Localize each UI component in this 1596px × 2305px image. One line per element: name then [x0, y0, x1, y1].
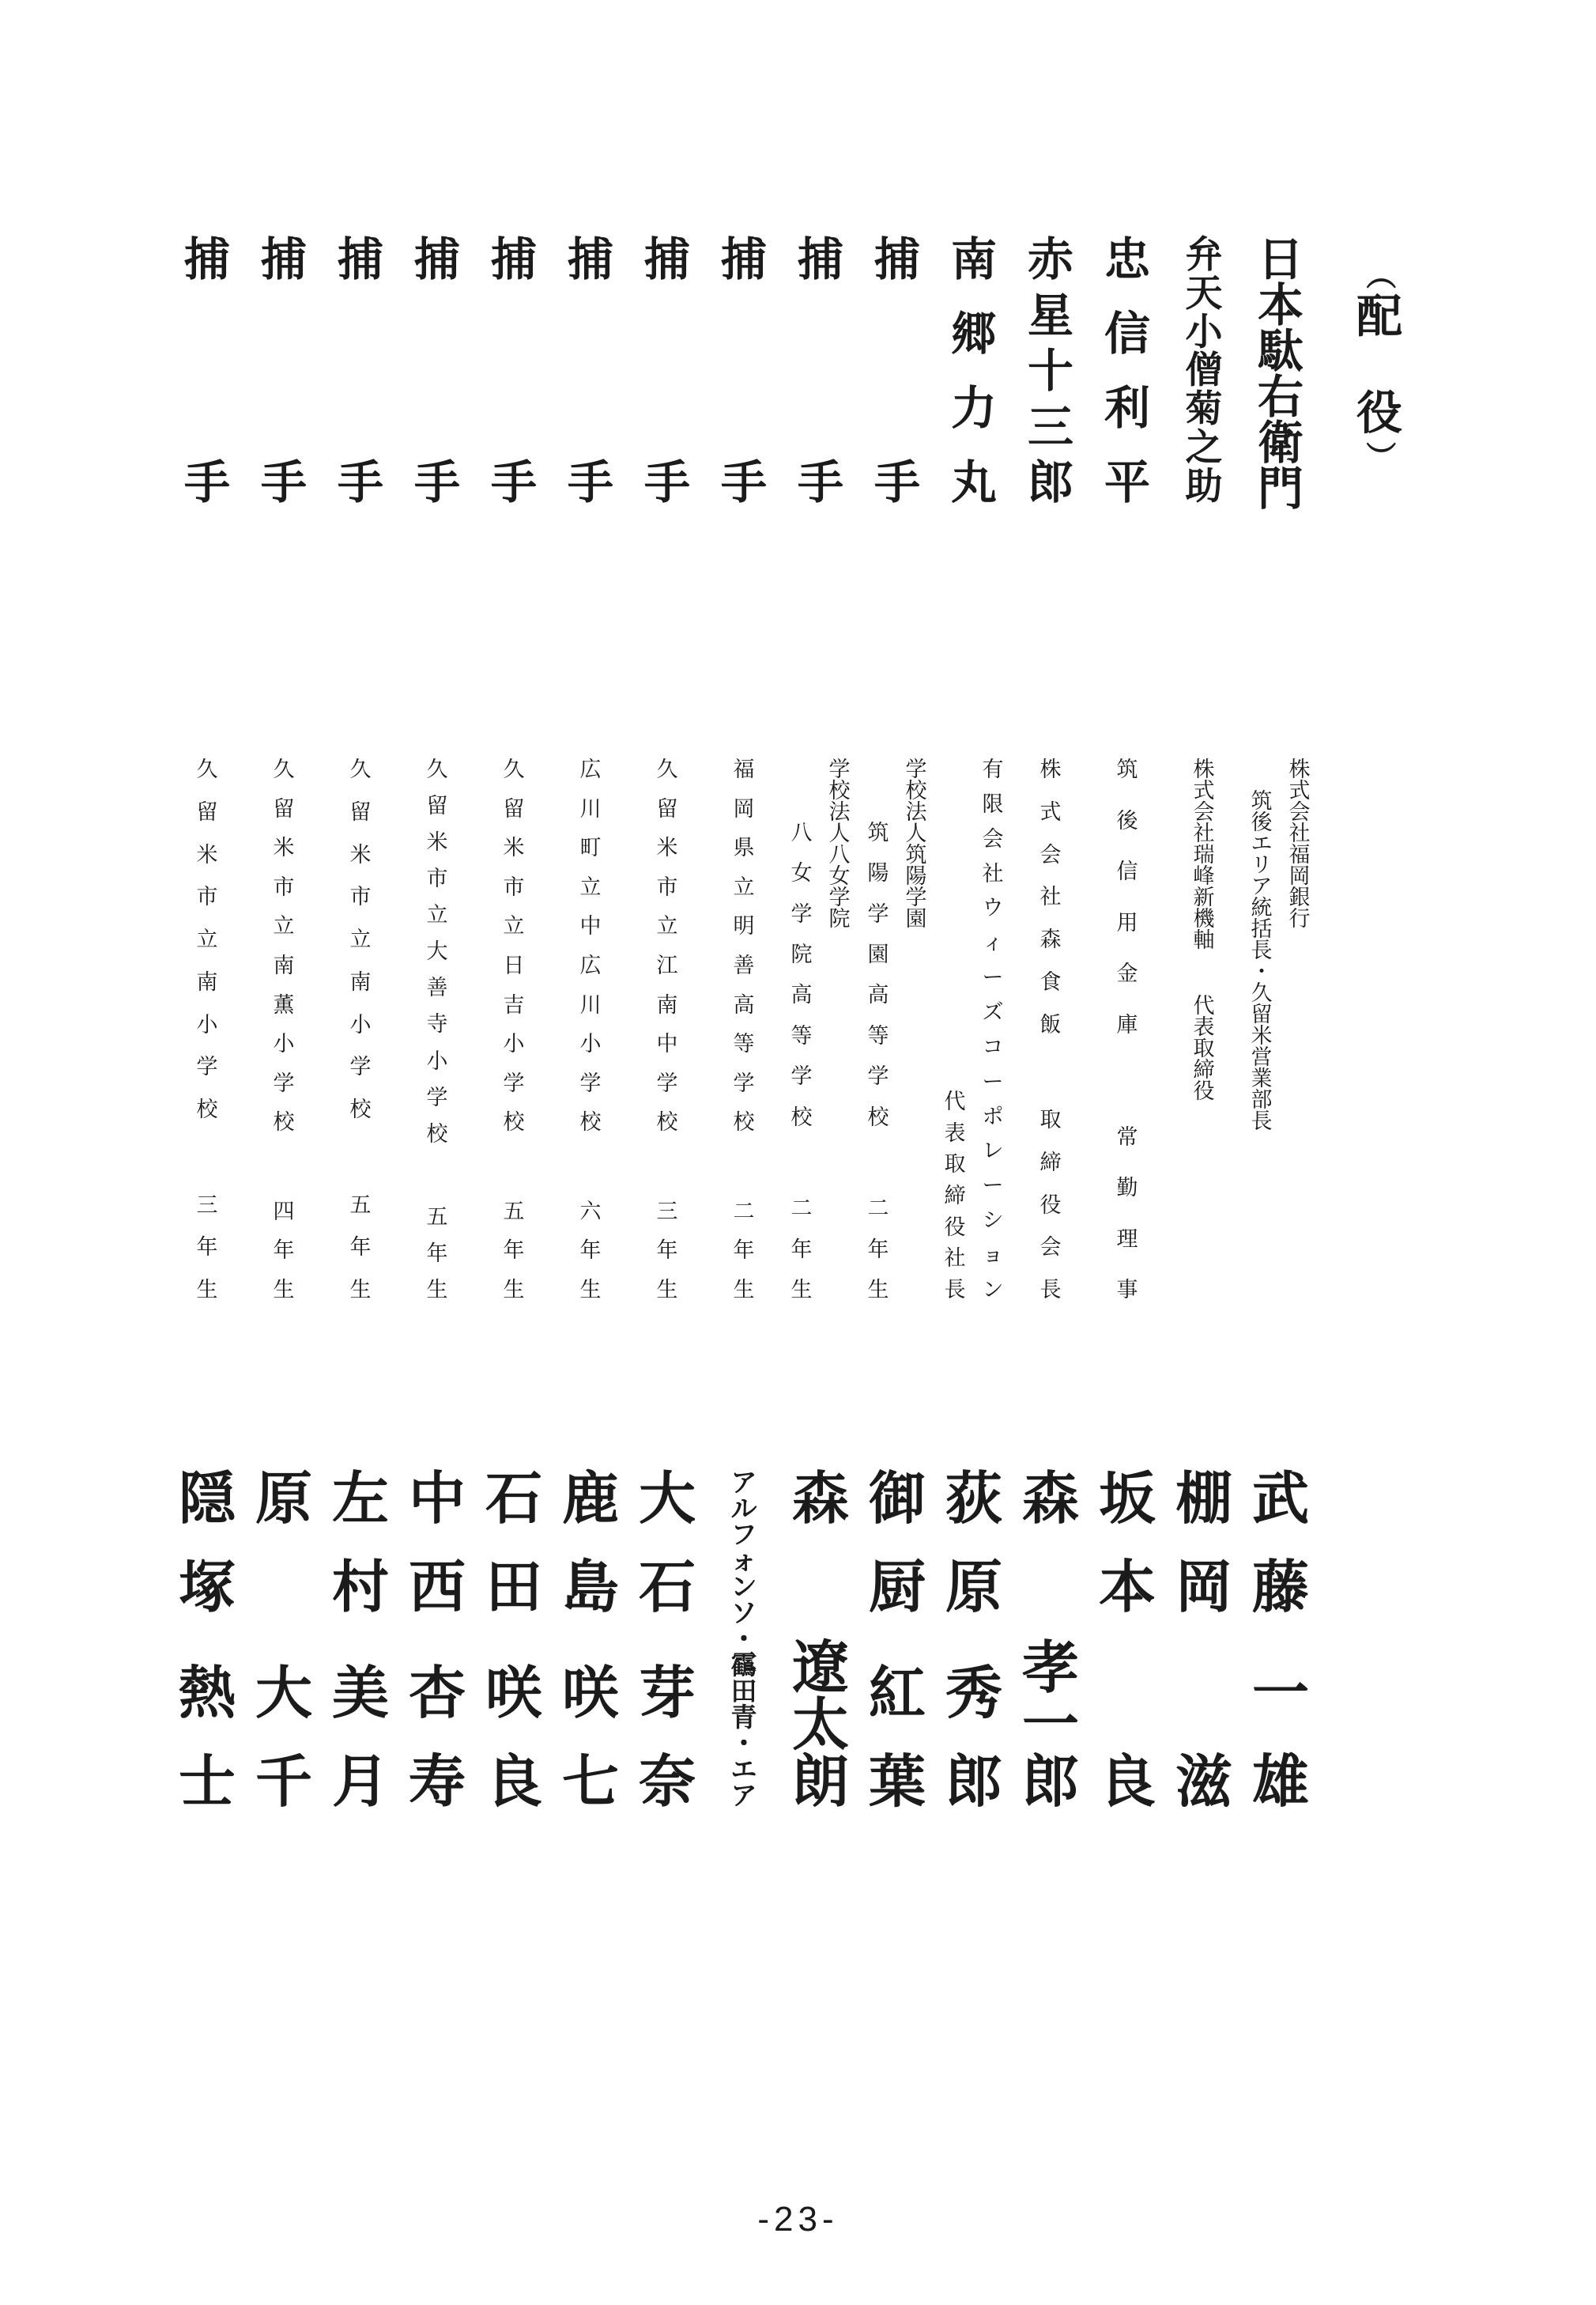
role-text: 捕 手: [490, 234, 538, 508]
actor-family-name: 隠 塚: [178, 1468, 236, 1619]
actor-name-text: [255, 1468, 313, 1814]
actor-given-name: 一 雄: [1251, 1662, 1310, 1814]
role-text: 赤 星 十 三 郎: [1027, 234, 1074, 508]
affiliation-text: 福 岡 県 立 明 善 高 等 学 校 二 年 生: [733, 758, 755, 1302]
role-text: 捕 手: [183, 234, 231, 508]
role-text: 捕 手: [413, 234, 461, 508]
actor-given-name: 大 千: [255, 1662, 313, 1814]
actor-family-name: 棚 岡: [1175, 1468, 1233, 1619]
page-number: -23-: [757, 2200, 839, 2239]
actor-given-name: 杏 寿: [408, 1662, 466, 1814]
role-text: 捕 手: [797, 234, 844, 508]
actor-given-name: 咲 七: [561, 1662, 620, 1814]
actor-family-name: 原: [255, 1468, 313, 1531]
actor-name-text: [1251, 1468, 1310, 1814]
actor-given-name: 良: [1098, 1751, 1156, 1814]
actor-given-name: 秀 郎: [945, 1662, 1003, 1814]
actor-name-text: [1021, 1468, 1080, 1814]
affiliation-text: 筑 後 エ リ ア 統 括 長 ・ 久 留 米 営 業 部 長: [1251, 789, 1273, 1133]
actor-name-full: ア ル フ ォ ン ソ ・ 靍 田 青 ・ エ ア: [730, 1469, 757, 1811]
actor-name-text: [791, 1468, 850, 1814]
affiliation-text: 学 校 法 人 筑 陽 学 園: [905, 758, 927, 931]
affiliation-text: 株 式 会 社 福 岡 銀 行: [1288, 758, 1311, 931]
role-text: 弁 天 小 僧 菊 之 助: [1185, 235, 1223, 508]
actor-name-text: [731, 1471, 757, 1811]
affiliation-text: 株 式 会 社 森 食 飯 取 締 役 会 長: [1039, 758, 1062, 1302]
actor-name-text: [945, 1468, 1003, 1814]
role-text: 捕 手: [337, 234, 384, 508]
actor-given-name: 孝 一 郎: [1021, 1637, 1080, 1814]
actor-family-name: 石 田: [485, 1468, 543, 1619]
affiliation-text: 筑 陽 学 園 高 等 学 校 二 年 生: [867, 821, 889, 1302]
actor-family-name: 大 石: [638, 1468, 696, 1619]
actor-name-text: [178, 1468, 236, 1814]
affiliation-text: 久 留 米 市 立 南 小 学 校 五 年 生: [349, 758, 372, 1302]
actor-given-name: 芽 奈: [638, 1662, 696, 1814]
actor-given-name: 滋: [1175, 1751, 1233, 1814]
role-text: 捕 手: [260, 234, 308, 508]
actor-family-name: 荻 原: [945, 1468, 1003, 1619]
actor-name-text: [1175, 1468, 1233, 1814]
actor-family-name: 左 村: [331, 1468, 390, 1619]
affiliation-text: 学 校 法 人 八 女 学 院: [828, 758, 851, 931]
role-text: 捕 手: [567, 234, 614, 508]
affiliation-text: 株 式 会 社 瑞 峰 新 機 軸 代 表 取 締 役: [1193, 758, 1215, 1103]
actor-family-name: 森: [1021, 1468, 1080, 1531]
actor-name-text: [561, 1468, 620, 1814]
open-paren: （: [1363, 259, 1396, 290]
actor-given-name: 咲 良: [485, 1662, 543, 1814]
actor-given-name: 美 月: [331, 1662, 390, 1814]
actor-family-name: 坂 本: [1098, 1468, 1156, 1619]
affiliation-text: 久 留 米 市 立 南 薫 小 学 校 四 年 生: [273, 758, 295, 1302]
affiliation-text: 八 女 学 院 高 等 学 校 二 年 生: [790, 821, 813, 1302]
role-text: 南 郷 力 丸: [950, 234, 998, 508]
affiliation-text: 代 表 取 締 役 社 長: [944, 1090, 966, 1302]
actor-given-name: 紅 葉: [868, 1662, 926, 1814]
affiliation-text: 久 留 米 市 立 南 小 学 校 三 年 生: [196, 758, 218, 1302]
close-paren: ）: [1363, 440, 1396, 472]
actor-name-text: [485, 1468, 543, 1814]
affiliation-text: 久 留 米 市 立 日 吉 小 学 校 五 年 生: [503, 758, 525, 1302]
actor-name-text: [331, 1468, 390, 1814]
actor-name-text: [1098, 1468, 1156, 1814]
actor-name-text: [868, 1468, 926, 1814]
actor-name-text: [408, 1468, 466, 1814]
role-text: 捕 手: [873, 234, 921, 508]
title-char: 配: [1356, 291, 1403, 342]
affiliation-text: 有 限 会 社 ウ ィ ー ズ コ ー ポ レ ー シ ョ ン: [982, 758, 1004, 1302]
affiliation-text: 広 川 町 立 中 広 川 小 学 校 六 年 生: [579, 758, 602, 1302]
role-text: 忠 信 利 平: [1104, 234, 1151, 508]
role-text: 捕 手: [643, 234, 691, 508]
actor-family-name: 中 西: [408, 1468, 466, 1619]
affiliation-text: 久 留 米 市 立 江 南 中 学 校 三 年 生: [656, 758, 678, 1302]
affiliation-text: 久 留 米 市 立 大 善 寺 小 学 校 五 年 生: [426, 758, 448, 1302]
affiliation-text: 筑 後 信 用 金 庫 常 勤 理 事: [1116, 758, 1138, 1302]
actor-name-text: [638, 1468, 696, 1814]
role-text: 捕 手: [720, 234, 768, 508]
title-char: 役: [1356, 387, 1403, 439]
actor-family-name: 森: [791, 1468, 850, 1531]
actor-given-name: 遼 太 朗: [791, 1637, 850, 1814]
actor-family-name: 武 藤: [1251, 1468, 1310, 1619]
actor-given-name: 熱 士: [178, 1662, 236, 1814]
actor-family-name: 鹿 島: [561, 1468, 620, 1619]
actor-family-name: 御 厨: [868, 1468, 926, 1619]
role-text: 日 本 駄 右 衛 門: [1257, 234, 1304, 515]
